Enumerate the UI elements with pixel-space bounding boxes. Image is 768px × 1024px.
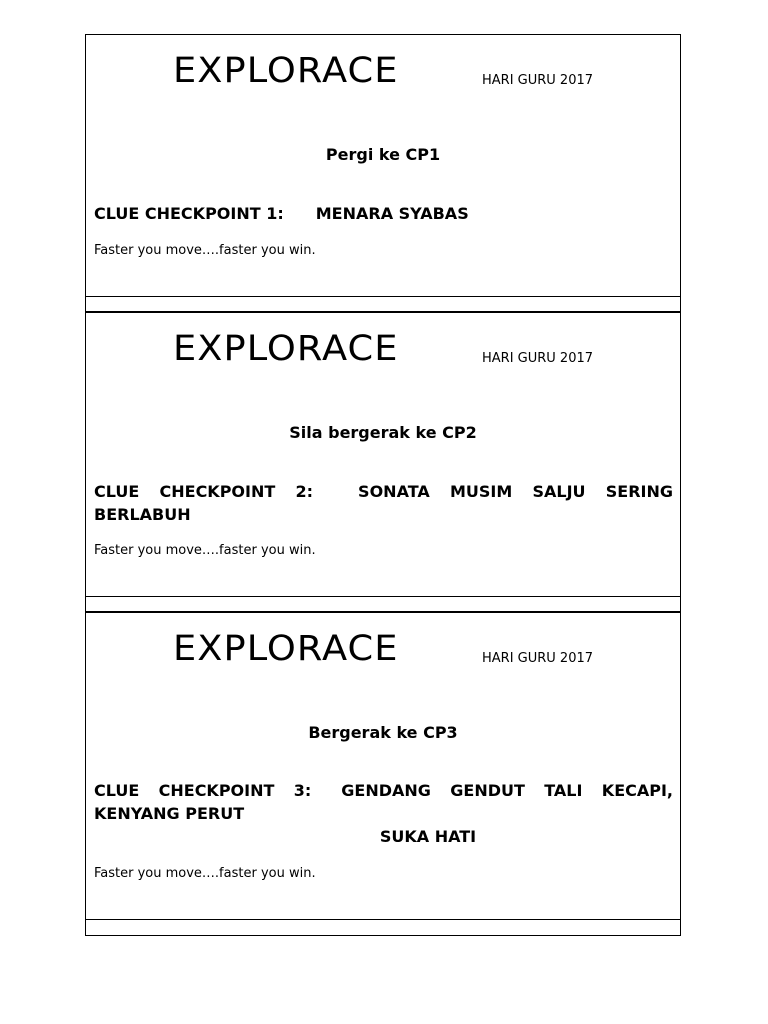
clue-line [94, 779, 673, 825]
clue-extra: SUKA HATI [379, 827, 477, 846]
card-divider [86, 296, 680, 312]
clue-label: CLUE CHECKPOINT 1: [94, 204, 284, 223]
instruction: Sila bergerak ke CP2 [289, 423, 477, 442]
clue-text: MENARA SYABAS [315, 204, 469, 223]
card-divider [86, 596, 680, 612]
clue-text: GENDANG GENDUT TALI KECAPI, KENYANG PERUT [94, 781, 674, 823]
tagline: Faster you move….faster you win. [94, 243, 316, 258]
clue-label: CLUE CHECKPOINT 3: [94, 781, 312, 800]
clue-card-2 [85, 312, 681, 612]
brand-title: EXPLORACE [173, 329, 399, 369]
brand-title: EXPLORACE [173, 629, 399, 669]
tagline: Faster you move….faster you win. [94, 543, 316, 558]
instruction: Pergi ke CP1 [325, 145, 441, 164]
brand-title: EXPLORACE [173, 51, 399, 91]
clue-line [94, 480, 673, 526]
clue-card-3 [85, 612, 681, 936]
card-divider [86, 919, 680, 936]
instruction: Bergerak ke CP3 [308, 723, 458, 742]
event-name: HARI GURU 2017 [482, 73, 594, 88]
tagline: Faster you move….faster you win. [94, 866, 316, 881]
clue-card-1 [85, 34, 681, 312]
event-name: HARI GURU 2017 [482, 351, 594, 366]
clue-text: SONATA MUSIM SALJU SERING BERLABUH [94, 482, 674, 524]
clue-label: CLUE CHECKPOINT 2: [94, 482, 314, 501]
event-name: HARI GURU 2017 [482, 651, 594, 666]
clue-line [94, 202, 673, 225]
